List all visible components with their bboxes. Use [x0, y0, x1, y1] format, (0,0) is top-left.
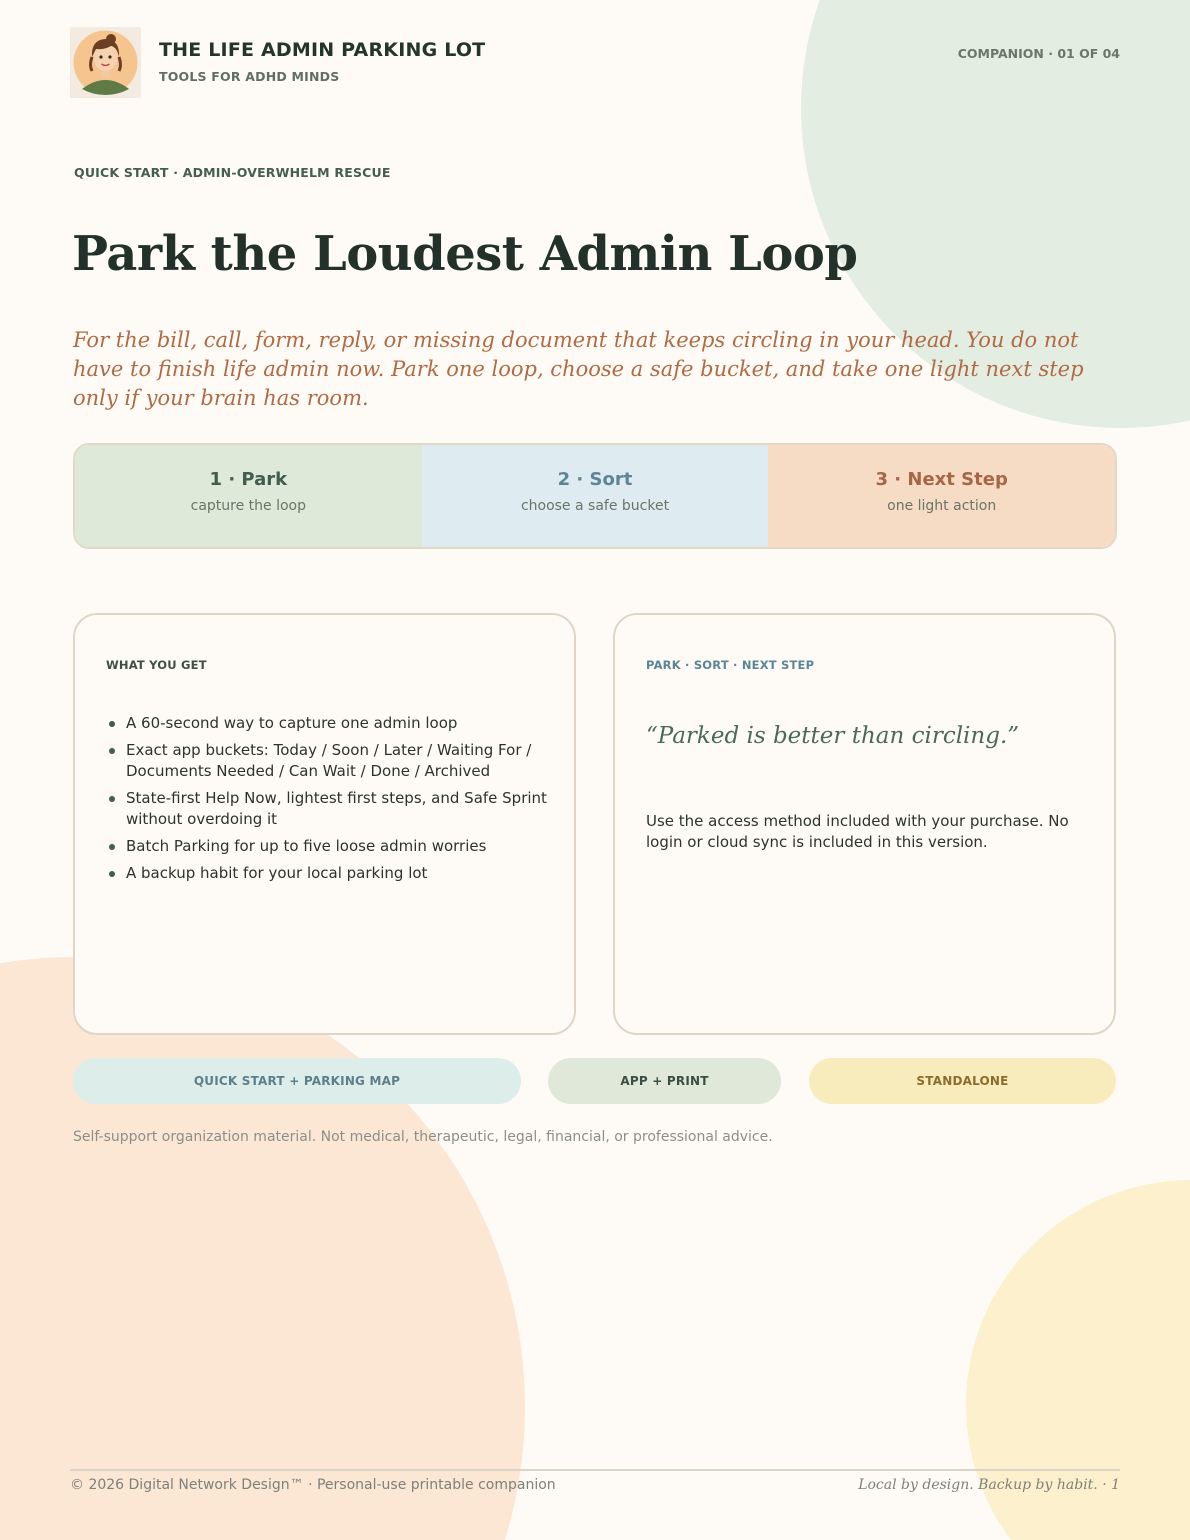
step-sort [422, 445, 769, 547]
footer-copyright: © 2026 Digital Network Design™ · Personal-use printable companion [70, 1477, 556, 1493]
list-item: Batch Parking for up to five loose admin worries [106, 836, 551, 857]
tag-quick-start: QUICK START + PARKING MAP [73, 1058, 521, 1104]
step-title: 2 · Sort [557, 469, 633, 490]
footer-divider [70, 1469, 1120, 1471]
tag-standalone: STANDALONE [809, 1058, 1116, 1104]
feature-list [106, 713, 551, 890]
card-label: WHAT YOU GET [106, 658, 207, 672]
method-card [613, 613, 1116, 1035]
step-title: 3 · Next Step [875, 469, 1008, 490]
decorative-circle-peach [0, 957, 525, 1540]
quote-text: “Parked is better than circling.” [646, 723, 1020, 749]
list-item: Exact app buckets: Today / Soon / Later / Waiting For / Documents Needed / Can Wait / Done / Archived [106, 740, 551, 782]
step-title: 1 · Park [209, 469, 288, 490]
list-item: A 60-second way to capture one admin loop [106, 713, 551, 734]
page-indicator: COMPANION · 01 OF 04 [957, 46, 1120, 61]
intro-text: For the bill, call, form, reply, or missing document that keeps circling in your head. You do not have to finish life admin now. Park one loop, choose a safe bucket, and take one light next step only if your brain has room. [73, 328, 1084, 410]
what-you-get-card [73, 613, 576, 1035]
page-title: Park the Loudest Admin Loop [72, 226, 858, 282]
woman-avatar-icon [70, 27, 141, 98]
header [70, 27, 1120, 99]
brand-subtitle: TOOLS FOR ADHD MINDS [159, 69, 340, 84]
tag-app-print: APP + PRINT [548, 1058, 781, 1104]
brand-title: THE LIFE ADMIN PARKING LOT [159, 39, 486, 61]
steps-bar [73, 443, 1117, 549]
step-subtitle: one light action [887, 498, 997, 514]
list-item: A backup habit for your local parking lot [106, 863, 551, 884]
eyebrow-label: QUICK START · ADMIN-OVERWHELM RESCUE [74, 165, 391, 180]
access-note: Use the access method included with your purchase. No login or cloud sync is included in this version. [646, 812, 1069, 851]
step-next [768, 445, 1115, 547]
step-subtitle: capture the loop [190, 498, 307, 514]
step-park [75, 445, 422, 547]
card-label: PARK · SORT · NEXT STEP [646, 658, 815, 672]
step-subtitle: choose a safe bucket [520, 498, 670, 514]
disclaimer: Self-support organization material. Not medical, therapeutic, legal, financial, or professional advice. [73, 1129, 773, 1145]
list-item: State-first Help Now, lightest first steps, and Safe Sprint without overdoing it [106, 788, 551, 830]
footer-tagline: Local by design. Backup by habit. · 1 [858, 1477, 1120, 1493]
